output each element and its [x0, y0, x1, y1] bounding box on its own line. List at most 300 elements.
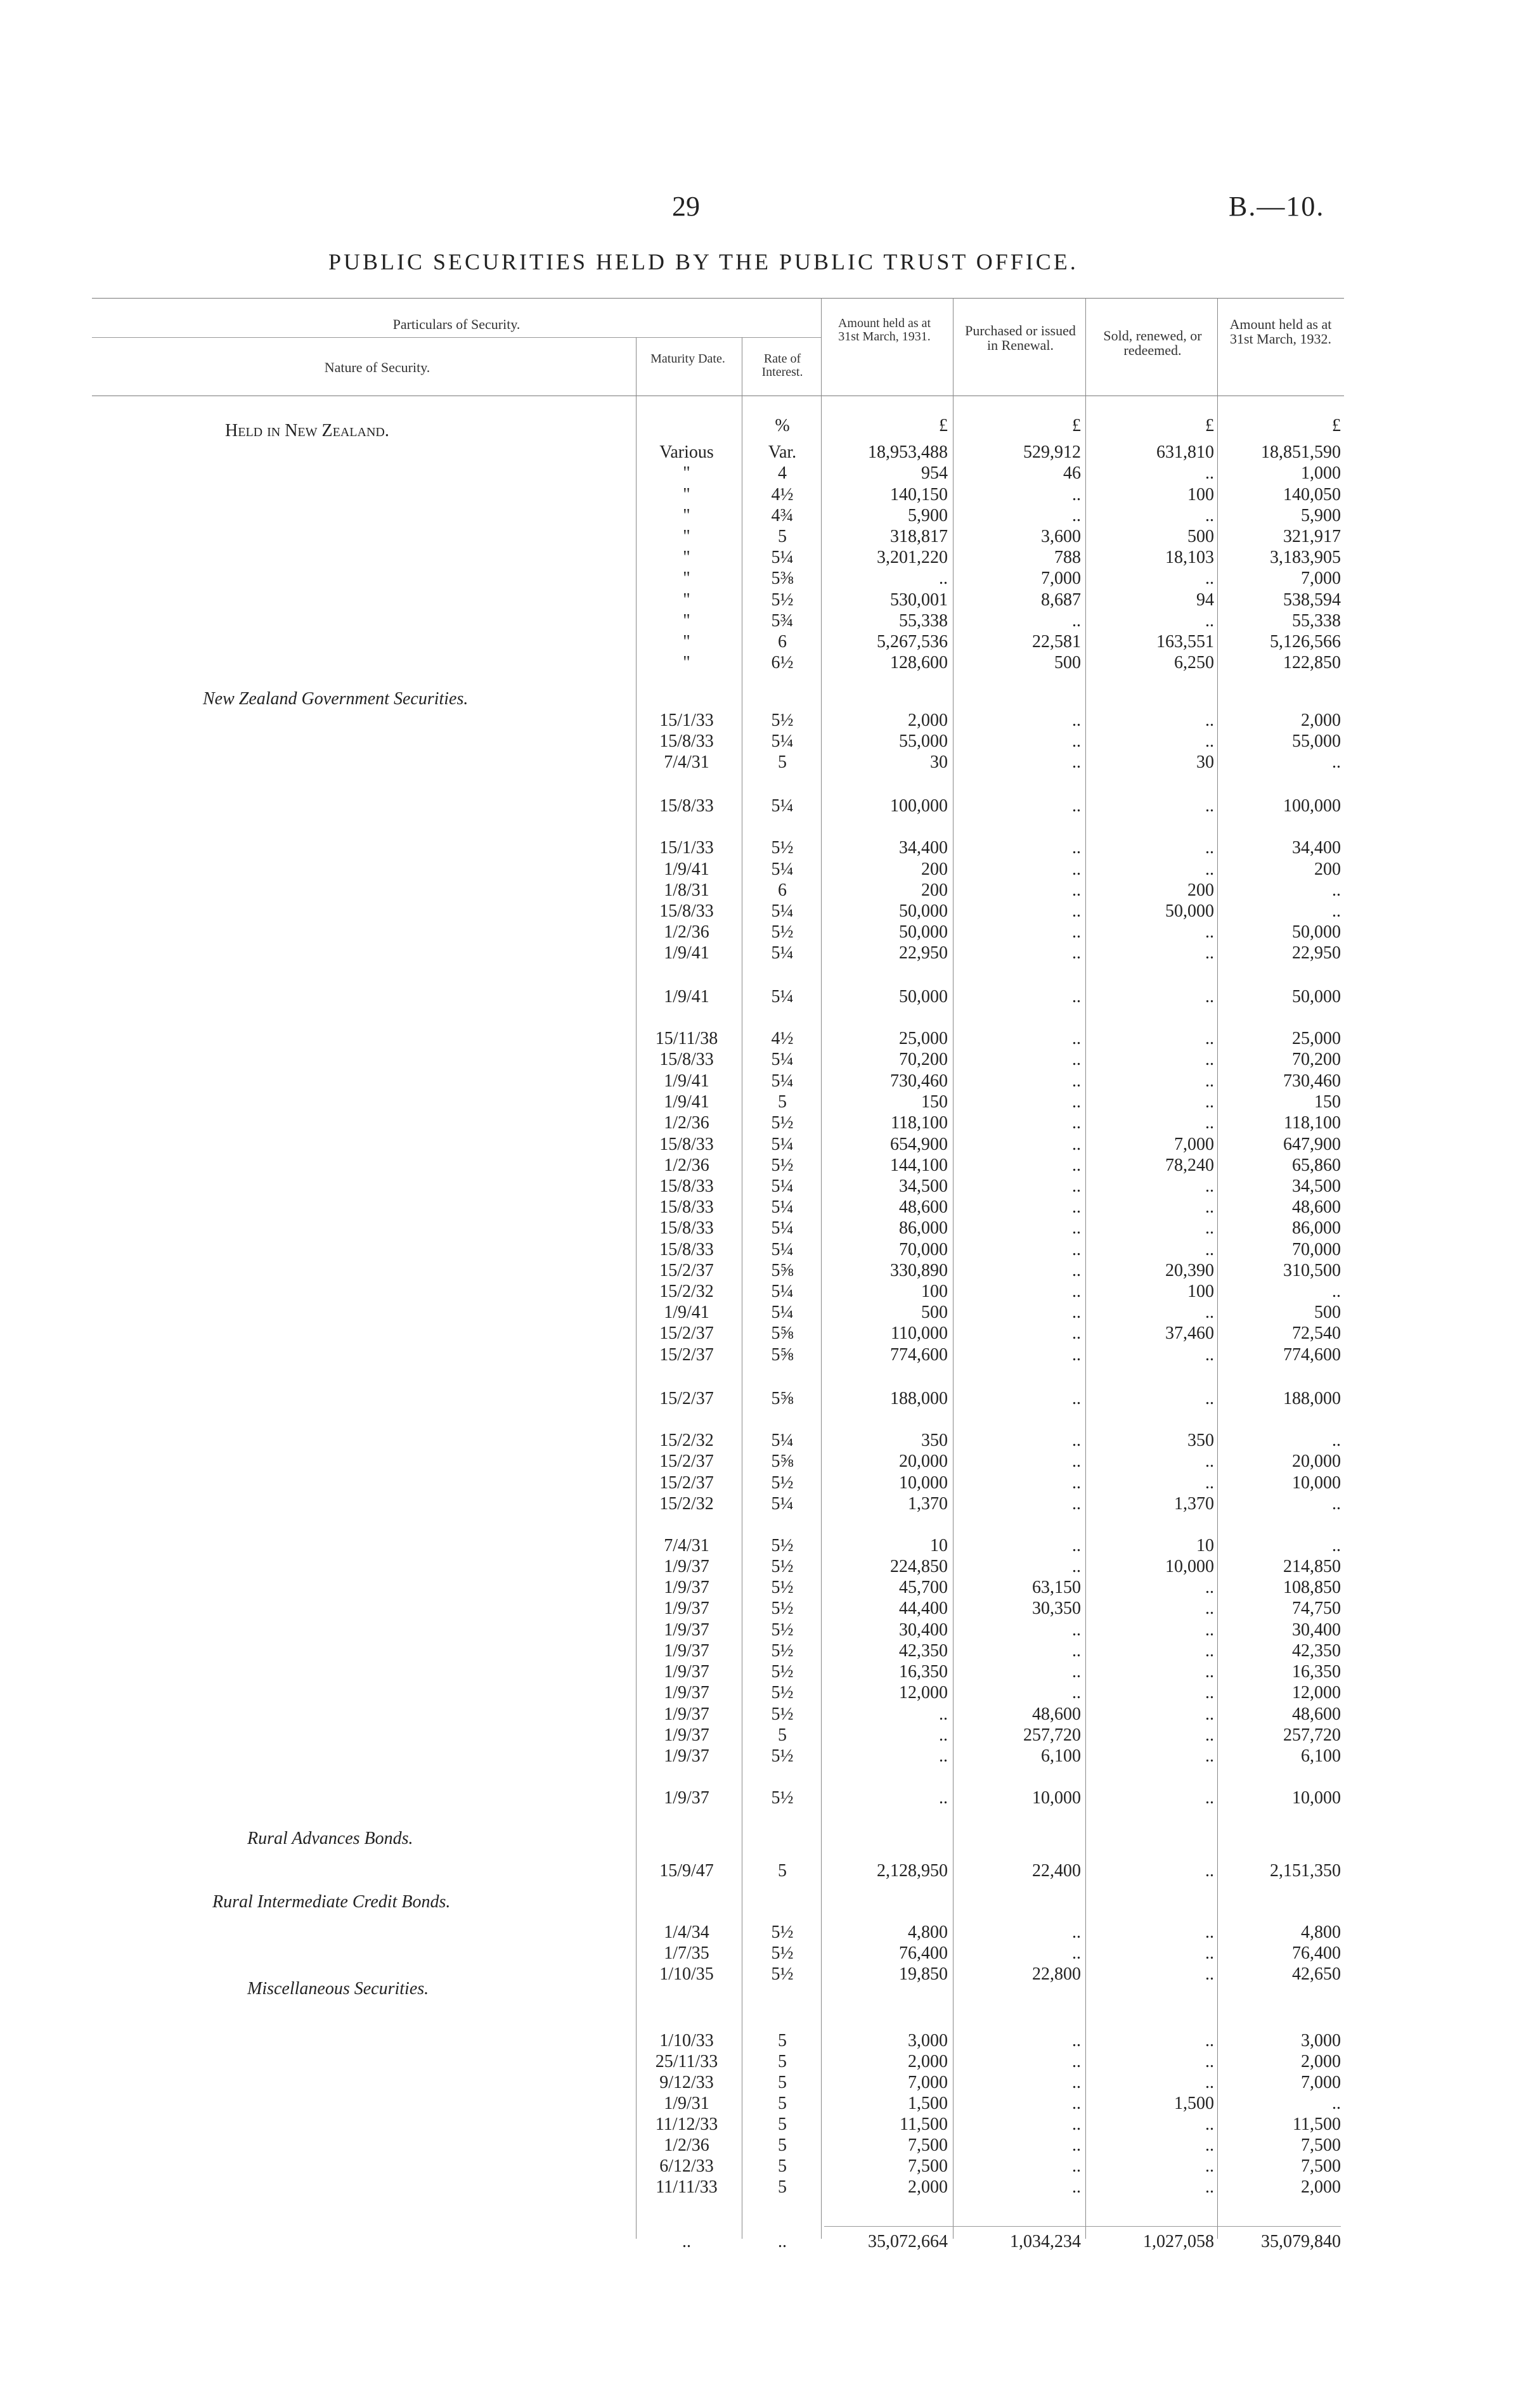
sold-redeemed: .. [1205, 2073, 1214, 2092]
maturity-date: 1/9/41 [664, 860, 709, 879]
amount-1932: 10,000 [1292, 1473, 1341, 1493]
amount-1932: .. [1332, 1536, 1341, 1555]
interest-rate: 5¾ [771, 611, 794, 631]
purchased: .. [1072, 1029, 1081, 1048]
maturity-date: 1/2/36 [664, 2135, 709, 2155]
table-row [0, 901, 1519, 922]
purchased: 500 [1054, 653, 1081, 673]
sold-redeemed: 100 [1187, 1282, 1214, 1301]
amount-1931: 4,800 [908, 1922, 948, 1942]
sold-redeemed: .. [1205, 463, 1214, 483]
purchased: .. [1072, 2031, 1081, 2051]
purchased: .. [1072, 1536, 1081, 1555]
maturity-date: 1/10/33 [659, 2031, 714, 2051]
amount-1931: 50,000 [899, 901, 948, 921]
sold-redeemed: .. [1205, 1345, 1214, 1365]
interest-rate: 5½ [771, 1599, 794, 1618]
interest-rate: 5⅝ [771, 1323, 794, 1343]
purchased: 3,600 [1041, 527, 1081, 546]
amount-1932: 188,000 [1283, 1389, 1341, 1408]
maturity-date: 15/2/37 [659, 1323, 714, 1343]
table-row [0, 1451, 1519, 1472]
table-row [0, 463, 1519, 484]
maturity-date: 1/9/37 [664, 1578, 709, 1597]
sold-redeemed: .. [1205, 711, 1214, 730]
amount-1932: 5,900 [1301, 506, 1341, 525]
purchased: .. [1072, 1113, 1081, 1133]
header-purchased: Purchased or issued in Renewal. [965, 323, 1076, 354]
purchased: .. [1072, 880, 1081, 900]
table-row [0, 2177, 1519, 2198]
table-row [0, 1598, 1519, 1619]
amount-1931: 18,953,488 [868, 442, 948, 462]
table-row [0, 1493, 1519, 1514]
purchased: 7,000 [1041, 569, 1081, 588]
amount-1931: .. [939, 1788, 948, 1808]
total-sold: 1,027,058 [1143, 2232, 1214, 2251]
interest-rate: 5 [778, 2052, 787, 2071]
table-row [0, 2114, 1519, 2135]
sold-redeemed: 78,240 [1165, 1156, 1214, 1175]
amount-1931: 200 [921, 880, 948, 900]
amount-1931: 19,850 [899, 1964, 948, 1984]
purchased: 22,400 [1032, 1861, 1081, 1881]
interest-rate: 5 [778, 1861, 787, 1881]
table-row [0, 1049, 1519, 1070]
amount-1931: 110,000 [891, 1323, 948, 1343]
table-row [0, 1176, 1519, 1197]
amount-1932: 3,000 [1301, 2031, 1341, 2051]
sold-redeemed: .. [1205, 1861, 1214, 1881]
maturity-date: 1/9/37 [664, 1683, 709, 1703]
interest-rate: 5½ [771, 1746, 794, 1766]
table-row [0, 1197, 1519, 1218]
interest-rate: 5½ [771, 1641, 794, 1661]
sold-redeemed: 1,370 [1174, 1494, 1214, 1514]
table-row [0, 1922, 1519, 1943]
amount-1932: 2,151,350 [1270, 1861, 1341, 1881]
amount-1932: 118,100 [1284, 1113, 1341, 1133]
amount-1931: 5,900 [908, 506, 948, 525]
purchased: .. [1072, 838, 1081, 858]
amount-1932: .. [1332, 2094, 1341, 2113]
amount-1932: 214,850 [1283, 1557, 1341, 1576]
amount-1931: 70,000 [899, 1240, 948, 1259]
header-maturity: Maturity Date. [650, 352, 725, 366]
table-row [0, 1239, 1519, 1260]
section-rural-intermediate: Rural Intermediate Credit Bonds. [212, 1892, 451, 1912]
table-row [0, 505, 1519, 526]
amount-1932: 6,100 [1301, 1746, 1341, 1766]
purchased: .. [1072, 901, 1081, 921]
interest-rate: 5¼ [771, 1282, 794, 1301]
maturity-date: 25/11/33 [655, 2052, 718, 2071]
table-row [0, 1725, 1519, 1746]
purchased: .. [1072, 711, 1081, 730]
table-row [0, 1430, 1519, 1451]
sold-redeemed: .. [1205, 838, 1214, 858]
amount-1932: 48,600 [1292, 1704, 1341, 1724]
sold-redeemed: 163,551 [1156, 632, 1214, 652]
maturity-date: 15/1/33 [659, 838, 714, 858]
unit-pound-2: £ [1072, 416, 1081, 435]
sold-redeemed: 100 [1187, 485, 1214, 505]
amount-1932: 538,594 [1283, 590, 1341, 610]
interest-rate: 5 [778, 1092, 787, 1112]
interest-rate: 5½ [771, 1704, 794, 1724]
sold-redeemed: 37,460 [1165, 1323, 1214, 1343]
amount-1931: 7,500 [908, 2135, 948, 2155]
amount-1931: 55,338 [899, 611, 948, 631]
table-row [0, 752, 1519, 773]
table-row [0, 1134, 1519, 1155]
sold-redeemed: .. [1205, 2052, 1214, 2071]
interest-rate: 5½ [771, 711, 794, 730]
amount-1931: 50,000 [899, 987, 948, 1007]
interest-rate: 6 [778, 880, 787, 900]
unit-pound-1: £ [939, 416, 948, 435]
amount-1931: 30 [930, 752, 948, 772]
table-row [0, 1472, 1519, 1493]
interest-rate: 5 [778, 2177, 787, 2197]
amount-1932: 70,000 [1292, 1240, 1341, 1259]
interest-rate: 5⅝ [771, 1389, 794, 1408]
amount-1931: .. [939, 1704, 948, 1724]
purchased: .. [1072, 1197, 1081, 1217]
amount-1932: 500 [1314, 1303, 1341, 1322]
amount-1931: 1,370 [908, 1494, 948, 1514]
table-row [0, 1344, 1519, 1365]
amount-1932: 34,500 [1292, 1176, 1341, 1196]
maturity-date: 15/8/33 [659, 731, 714, 751]
amount-1932: 10,000 [1292, 1788, 1341, 1808]
purchased: .. [1072, 1323, 1081, 1343]
interest-rate: 5¼ [771, 796, 794, 816]
sold-redeemed: .. [1205, 1943, 1214, 1963]
table-row [0, 986, 1519, 1007]
sold-redeemed: .. [1205, 2135, 1214, 2155]
purchased: 46 [1063, 463, 1081, 483]
purchased: .. [1072, 1050, 1081, 1069]
purchased: .. [1072, 1389, 1081, 1408]
table-row [0, 1767, 1519, 1787]
table-row [0, 1860, 1519, 1881]
purchased: 22,800 [1032, 1964, 1081, 1984]
amount-1932: 50,000 [1292, 987, 1341, 1007]
purchased: .. [1072, 1452, 1081, 1471]
sold-redeemed: .. [1205, 1303, 1214, 1322]
table-row [0, 568, 1519, 589]
purchased: .. [1072, 1261, 1081, 1280]
purchased: 22,581 [1032, 632, 1081, 652]
purchased: .. [1072, 796, 1081, 816]
interest-rate: 6½ [771, 653, 794, 673]
purchased: .. [1072, 752, 1081, 772]
interest-rate: 4½ [771, 485, 794, 505]
interest-rate: 5⅜ [771, 569, 794, 588]
sold-redeemed: 500 [1187, 527, 1214, 546]
unit-pound-4: £ [1332, 416, 1341, 435]
amount-1932: 730,460 [1283, 1071, 1341, 1091]
purchased: .. [1072, 1943, 1081, 1963]
maturity-date: " [683, 485, 690, 505]
amount-1931: 22,950 [899, 943, 948, 963]
amount-1932: 34,400 [1292, 838, 1341, 858]
amount-1931: 2,000 [908, 2052, 948, 2071]
total-amount-1932: 35,079,840 [1261, 2232, 1341, 2251]
purchased: 6,100 [1041, 1746, 1081, 1766]
maturity-date: " [683, 611, 690, 631]
amount-1931: 3,000 [908, 2031, 948, 2051]
maturity-date: " [683, 463, 690, 483]
purchased: .. [1072, 860, 1081, 879]
sold-redeemed: .. [1205, 987, 1214, 1007]
interest-rate: 5½ [771, 1536, 794, 1555]
maturity-date: 15/2/32 [659, 1431, 714, 1450]
purchased: 48,600 [1032, 1704, 1081, 1724]
maturity-date: 6/12/33 [659, 2156, 714, 2176]
amount-1932: 150 [1314, 1092, 1341, 1112]
purchased: .. [1072, 1641, 1081, 1661]
table-row [0, 2135, 1519, 2156]
amount-1932: 11,500 [1293, 2115, 1341, 2134]
sold-redeemed: .. [1205, 1389, 1214, 1408]
amount-1932: 122,850 [1283, 653, 1341, 673]
amount-1932: 72,540 [1292, 1323, 1341, 1343]
interest-rate: 4½ [771, 1029, 794, 1048]
table-row [0, 2051, 1519, 2072]
purchased: .. [1072, 506, 1081, 525]
table-row [0, 1007, 1519, 1028]
sold-redeemed: .. [1205, 1197, 1214, 1217]
unit-percent: % [775, 416, 790, 435]
sold-redeemed: 6,250 [1174, 653, 1214, 673]
amount-1932: 1,000 [1301, 463, 1341, 483]
maturity-date: 15/2/37 [659, 1473, 714, 1493]
maturity-date: 15/8/33 [659, 901, 714, 921]
amount-1932: 7,000 [1301, 569, 1341, 588]
maturity-date: 1/9/37 [664, 1725, 709, 1745]
table-row [0, 1218, 1519, 1239]
interest-rate: 5¼ [771, 1071, 794, 1091]
table-row [0, 652, 1519, 673]
sold-redeemed: .. [1205, 1964, 1214, 1984]
maturity-date: 15/2/37 [659, 1452, 714, 1471]
header-mid-rule [92, 337, 821, 338]
purchased: .. [1072, 2052, 1081, 2071]
sold-redeemed: .. [1205, 1050, 1214, 1069]
purchased: 529,912 [1023, 442, 1081, 462]
amount-1932: 65,860 [1292, 1156, 1341, 1175]
sold-redeemed: 350 [1187, 1431, 1214, 1450]
amount-1932: 20,000 [1292, 1452, 1341, 1471]
interest-rate: 5¼ [771, 1240, 794, 1259]
amount-1932: 7,000 [1301, 2073, 1341, 2092]
sold-redeemed: .. [1205, 1092, 1214, 1112]
interest-rate: 5¼ [771, 731, 794, 751]
sold-redeemed: .. [1205, 860, 1214, 879]
purchased: .. [1072, 1071, 1081, 1091]
sold-redeemed: .. [1205, 922, 1214, 942]
amount-1932: 3,183,905 [1270, 548, 1341, 567]
amount-1932: 76,400 [1292, 1943, 1341, 1963]
table-row [0, 1640, 1519, 1661]
sold-redeemed: 50,000 [1165, 901, 1214, 921]
amount-1932: 16,350 [1292, 1662, 1341, 1682]
table-row [0, 1112, 1519, 1133]
sold-redeemed: .. [1205, 1578, 1214, 1597]
table-row [0, 1964, 1519, 1985]
maturity-date: 7/4/31 [664, 1536, 709, 1555]
sold-redeemed: 200 [1187, 880, 1214, 900]
sold-redeemed: .. [1205, 1725, 1214, 1745]
interest-rate: 5 [778, 2094, 787, 2113]
amount-1932: 321,917 [1283, 527, 1341, 546]
interest-rate: 5¼ [771, 548, 794, 567]
interest-rate: 5½ [771, 590, 794, 610]
amount-1931: 25,000 [899, 1029, 948, 1048]
maturity-date: 15/8/33 [659, 1218, 714, 1238]
purchased: 30,350 [1032, 1599, 1081, 1618]
interest-rate: 4¾ [771, 506, 794, 525]
table-row [0, 2072, 1519, 2093]
amount-1931: 654,900 [890, 1135, 948, 1154]
sold-redeemed: .. [1205, 943, 1214, 963]
amount-1932: 140,050 [1283, 485, 1341, 505]
maturity-date: " [683, 632, 690, 652]
table-row [0, 837, 1519, 858]
maturity-date: 1/9/37 [664, 1620, 709, 1640]
maturity-date: 15/8/33 [659, 1240, 714, 1259]
amount-1931: 140,150 [890, 485, 948, 505]
maturity-date: 15/2/37 [659, 1389, 714, 1408]
maturity-date: 1/4/34 [664, 1922, 709, 1942]
interest-rate: 5½ [771, 1964, 794, 1984]
table-row [0, 1365, 1519, 1386]
section-held-in-nz: Held in New Zealand. [225, 421, 389, 441]
maturity-date: 1/9/37 [664, 1599, 709, 1618]
purchased: .. [1072, 1557, 1081, 1576]
interest-rate: 5 [778, 527, 787, 546]
purchased: .. [1072, 1092, 1081, 1112]
interest-rate: 5½ [771, 1578, 794, 1597]
interest-rate: Var. [768, 442, 797, 462]
amount-1931: .. [939, 1746, 948, 1766]
table-row [0, 1514, 1519, 1535]
maturity-date: 1/9/41 [664, 987, 709, 1007]
interest-rate: 5½ [771, 1788, 794, 1808]
purchased: .. [1072, 2156, 1081, 2176]
maturity-date: 1/9/37 [664, 1704, 709, 1724]
sold-redeemed: .. [1205, 1683, 1214, 1703]
amount-1931: 48,600 [899, 1197, 948, 1217]
interest-rate: 5½ [771, 922, 794, 942]
amount-1931: 128,600 [890, 653, 948, 673]
amount-1932: 42,350 [1292, 1641, 1341, 1661]
maturity-date: 1/8/31 [664, 880, 709, 900]
table-row [0, 2156, 1519, 2177]
purchased: .. [1072, 2094, 1081, 2113]
sold-redeemed: .. [1205, 731, 1214, 751]
table-row [0, 922, 1519, 943]
table-row [0, 1787, 1519, 1808]
amount-1931: 70,200 [899, 1050, 948, 1069]
interest-rate: 5¼ [771, 1050, 794, 1069]
amount-1932: 4,800 [1301, 1922, 1341, 1942]
purchased: .. [1072, 731, 1081, 751]
amount-1932: 774,600 [1283, 1345, 1341, 1365]
table-row [0, 773, 1519, 794]
purchased: .. [1072, 1922, 1081, 1942]
amount-1932: 100,000 [1283, 796, 1341, 816]
amount-1931: 954 [921, 463, 948, 483]
purchased: .. [1072, 1473, 1081, 1493]
sold-redeemed: 1,500 [1174, 2094, 1214, 2113]
amount-1931: 100,000 [890, 796, 948, 816]
table-row [0, 1556, 1519, 1577]
maturity-date: 1/9/41 [664, 943, 709, 963]
sold-redeemed: .. [1205, 2031, 1214, 2051]
purchased: .. [1072, 2073, 1081, 2092]
maturity-date: 15/8/33 [659, 1135, 714, 1154]
amount-1932: 48,600 [1292, 1197, 1341, 1217]
amount-1931: 76,400 [899, 1943, 948, 1963]
maturity-date: 1/9/37 [664, 1746, 709, 1766]
sold-redeemed: .. [1205, 796, 1214, 816]
sold-redeemed: .. [1205, 2156, 1214, 2176]
interest-rate: 5½ [771, 1113, 794, 1133]
purchased: .. [1072, 1683, 1081, 1703]
interest-rate: 5½ [771, 1683, 794, 1703]
amount-1932: 22,950 [1292, 943, 1341, 963]
amount-1932: 7,500 [1301, 2135, 1341, 2155]
maturity-date: Various [659, 442, 714, 462]
sold-redeemed: .. [1205, 569, 1214, 588]
amount-1931: 11,500 [900, 2115, 948, 2134]
amount-1931: 42,350 [899, 1641, 948, 1661]
maturity-date: 1/2/36 [664, 1113, 709, 1133]
sold-redeemed: .. [1205, 506, 1214, 525]
amount-1931: 1,500 [908, 2094, 948, 2113]
maturity-date: 1/9/37 [664, 1557, 709, 1576]
amount-1931: 2,000 [908, 2177, 948, 2197]
amount-1931: 7,500 [908, 2156, 948, 2176]
interest-rate: 5¼ [771, 1135, 794, 1154]
table-row [0, 1323, 1519, 1344]
maturity-date: 15/2/37 [659, 1261, 714, 1280]
amount-1931: 10,000 [899, 1473, 948, 1493]
amount-1931: 100 [921, 1282, 948, 1301]
total-amount-1931: 35,072,664 [868, 2232, 948, 2251]
sold-redeemed: .. [1205, 1240, 1214, 1259]
amount-1931: 7,000 [908, 2073, 948, 2092]
table-row [0, 1302, 1519, 1323]
maturity-date: 15/2/37 [659, 1345, 714, 1365]
maturity-date: 1/9/31 [664, 2094, 709, 2113]
maturity-date: " [683, 569, 690, 588]
table-row [0, 589, 1519, 610]
interest-rate: 5⅝ [771, 1452, 794, 1471]
maturity-date: 15/2/32 [659, 1494, 714, 1514]
unit-pound-3: £ [1205, 416, 1214, 435]
interest-rate: 5 [778, 2135, 787, 2155]
purchased: .. [1072, 611, 1081, 631]
table-row [0, 547, 1519, 568]
interest-rate: 5¼ [771, 1494, 794, 1514]
interest-rate: 5¼ [771, 1218, 794, 1238]
amount-1931: 188,000 [890, 1389, 948, 1408]
maturity-date: " [683, 590, 690, 610]
